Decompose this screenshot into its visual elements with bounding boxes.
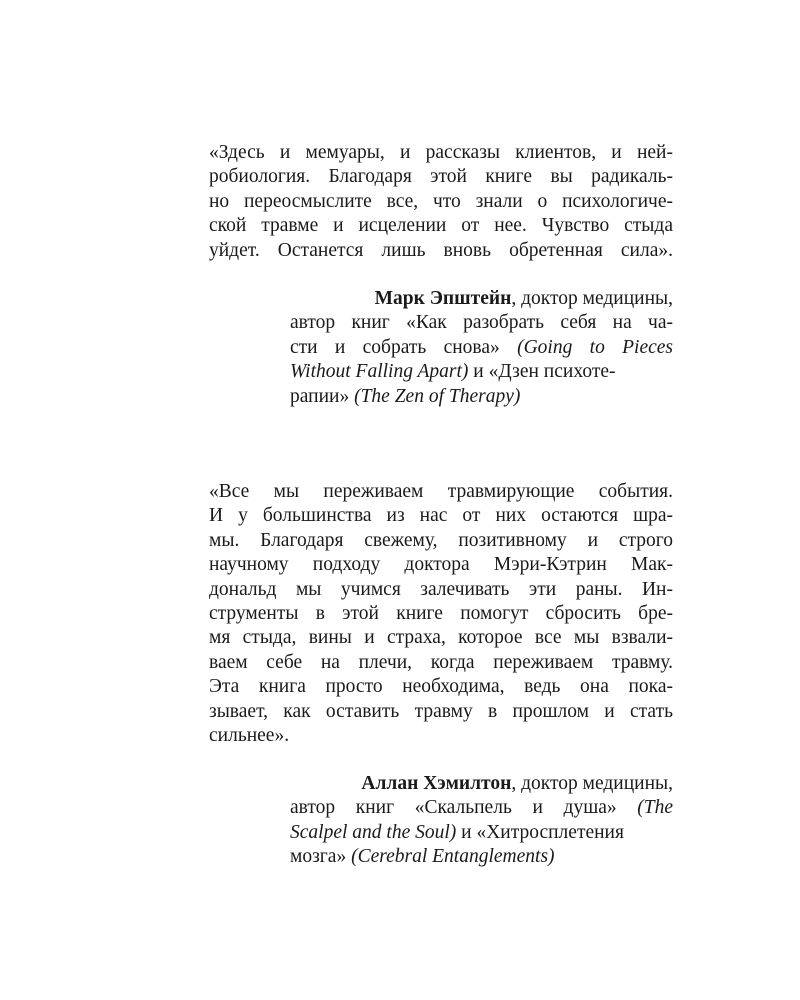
book-title-ru: сти и собрать снова» xyxy=(290,336,500,358)
quote-2-line: сильнее». xyxy=(209,725,290,747)
quote-2-line: струменты в этой книге помогут сбросить бре- xyxy=(209,603,673,625)
attribution-2-line xyxy=(290,772,673,796)
quote-1-line: но переосмыслите все, что знали о психологиче- xyxy=(209,190,673,212)
quote-2-line: мя стыда, вины и страха, которое все мы взвали- xyxy=(209,627,673,649)
book-title-ru: и «Хитросплетения xyxy=(456,821,624,843)
attribution-1-line xyxy=(290,287,673,311)
author-credential: , доктор медицины, xyxy=(511,288,673,309)
quote-2-line: научному подходу доктора Мэри-Кэтрин Мак- xyxy=(209,554,673,576)
book-title-ru: и «Дзен психоте- xyxy=(468,361,616,383)
author-name: Аллан Хэмилтон xyxy=(361,773,512,794)
quote-2-line: И у большинства из нас от них остаются шра- xyxy=(209,505,673,527)
book-title-en: (Going to Pieces xyxy=(517,336,674,358)
quote-2-line: зывает, как оставить травму в прошлом и стать xyxy=(209,700,673,722)
attribution-1-line xyxy=(290,385,673,409)
quote-2-line: Эта книга просто необходима, ведь она пока- xyxy=(209,676,673,698)
attribution-1-line: автор книг «Как разобрать себя на ча- xyxy=(290,312,673,334)
book-title-en: (The Zen of Therapy) xyxy=(354,385,521,407)
book-title-en: Scalpel and the Soul) xyxy=(290,821,457,843)
attribution-2 xyxy=(290,772,673,870)
quote-1 xyxy=(209,141,673,263)
attribution-1 xyxy=(290,287,673,409)
author-credential: , доктор медицины, xyxy=(511,773,673,794)
book-title-en: (Cerebral Entanglements) xyxy=(351,846,555,868)
book-title-ru: автор книг «Скальпель и душа» xyxy=(290,797,617,819)
quote-1-line: уйдет. Останется лишь вновь обретенная сила». xyxy=(209,239,673,261)
quote-1-line: «Здесь и мемуары, и рассказы клиентов, и ней- xyxy=(209,142,673,163)
attribution-2-line xyxy=(290,821,673,845)
quote-2 xyxy=(209,480,673,748)
quote-1-line: ской травме и исцелении от нее. Чувство стыда xyxy=(209,215,673,237)
quote-2-line: ваем себе на плечи, когда переживаем травму. xyxy=(209,651,673,673)
book-title-en: (The xyxy=(637,797,673,819)
attribution-1-line xyxy=(290,336,673,360)
attribution-2-line xyxy=(290,845,673,869)
book-title-ru: рапии» xyxy=(290,385,355,407)
quote-2-line: мы. Благодаря свежему, позитивному и строго xyxy=(209,529,673,551)
quote-2-line: дональд мы учимся залечивать эти раны. Ин- xyxy=(209,578,673,600)
book-title-en: Without Falling Apart) xyxy=(290,361,469,383)
quote-1-line: робиология. Благодаря этой книге вы радикаль- xyxy=(209,166,673,188)
quote-2-line: «Все мы переживаем травмирующие события. xyxy=(209,481,673,502)
attribution-1-line xyxy=(290,360,673,384)
book-title-ru: мозга» xyxy=(290,846,352,868)
author-name: Марк Эпштейн xyxy=(374,288,512,309)
attribution-2-line xyxy=(290,796,673,820)
